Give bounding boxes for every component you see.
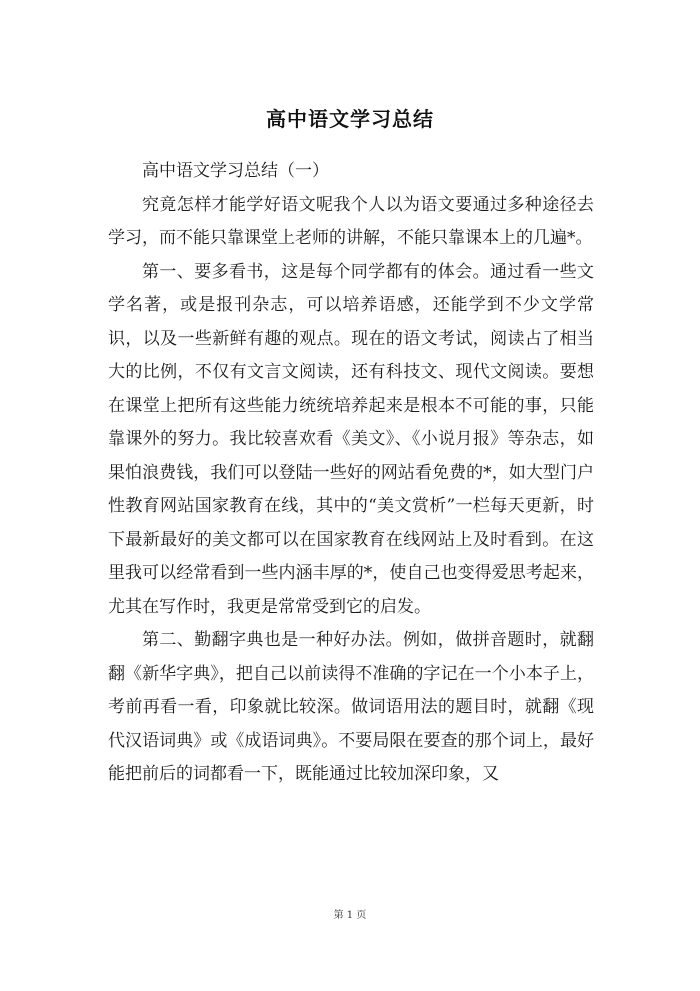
- document-body: [108, 155, 594, 792]
- page-number: 第 1 页: [333, 910, 367, 921]
- paragraph-first-point: 第一、要多看书，这是每个同学都有的体会。通过看一些文学名著，或是报刊杂志，可以培养语感，还能学到不少文学常识，以及一些新鲜有趣的观点。现在的语文考试，阅读占了相当大的比例，不仅有文言文阅读，还有科技文、现代文阅读。要想在课堂上把所有这些能力统统培养起来是根本不可能的事，只能靠课外的努力。我比较喜欢看《美文》、《小说月报》等杂志，如果怕浪费钱，我们可以登陆一些好的网站看免费的*，如大型门户性教育网站国家教育在线，其中的“美文赏析”一栏每天更新，时下最新最好的美文都可以在国家教育在线网站上及时看到。在这里我可以经常看到一些内涵丰厚的*，使自己也变得爱思考起来，尤其在写作时，我更是常常受到它的启发。: [108, 261, 594, 617]
- paragraph-intro: 究竟怎样才能学好语文呢我个人以为语文要通过多种途径去学习，而不能只靠课堂上老师的讲解，不能只靠课本上的几遍*。: [108, 194, 594, 248]
- document-title: 高中语文学习总结: [266, 107, 434, 131]
- section-subtitle: 高中语文学习总结（一）: [142, 161, 329, 181]
- paragraph-second-point: 第二、勤翻字典也是一种好办法。例如，做拼音题时，就翻翻《新华字典》，把自己以前读得不准确的字记在一个小本子上，考前再看一看，印象就比较深。做词语用法的题目时，就翻《现代汉语词典》或《成语词典》。不要局限在要查的那个词上，最好能把前后的词都看一下，既能通过比较加深印象，又: [108, 630, 594, 784]
